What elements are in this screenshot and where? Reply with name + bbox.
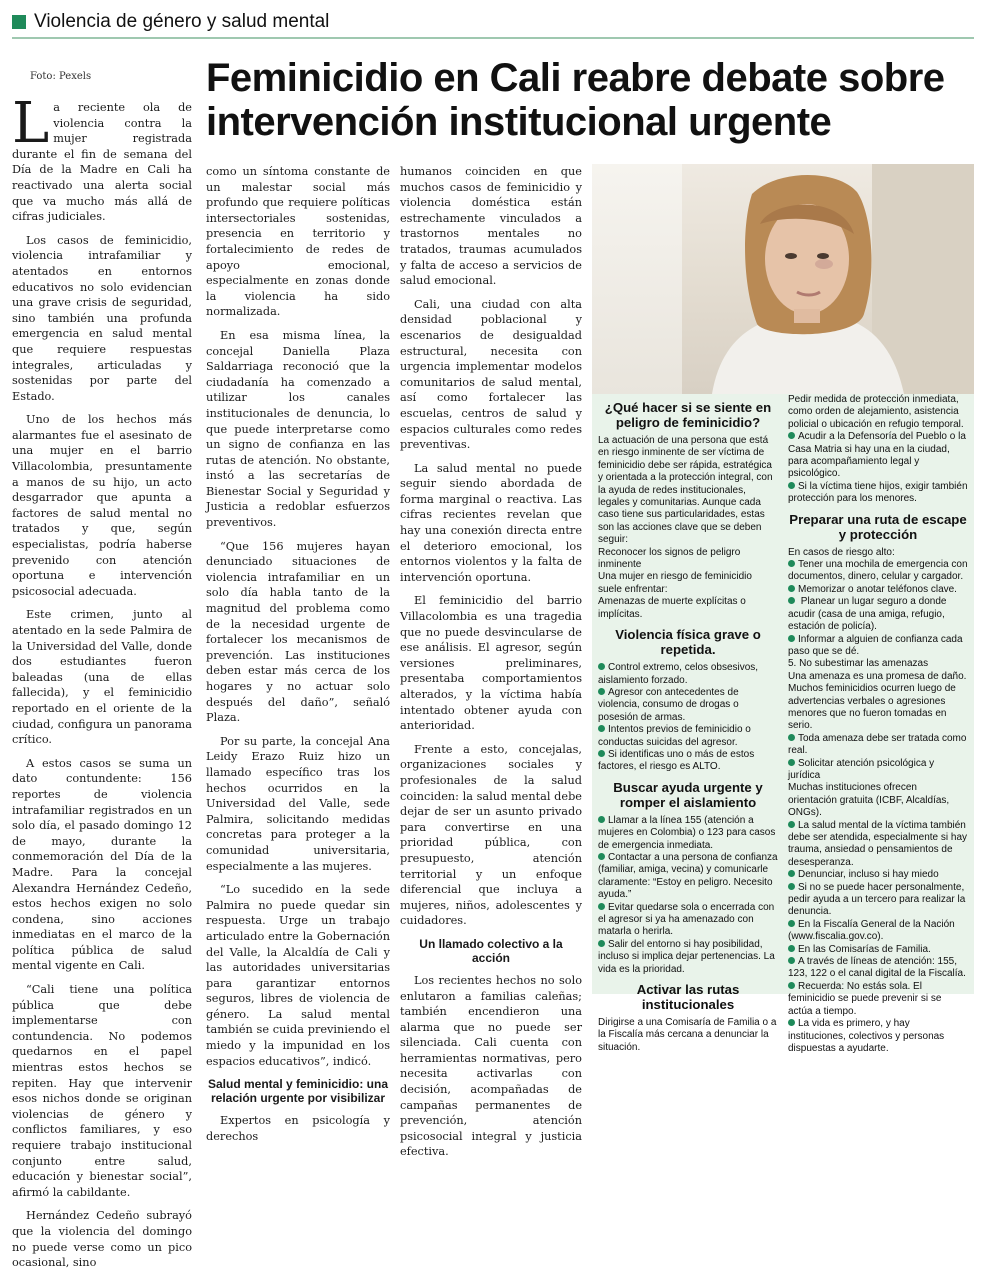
paragraph: Este crimen, junto al atentado en la sede Palmira de la Universidad del Valle, donde dos estudiantes fueron baleadas (una de ellas fallecida), y el feminicidio reportado en el oriente de la ciudad, configura un panorama crítico. — [12, 608, 192, 747]
sidebar-heading: Buscar ayuda urgente y romper el aislamiento — [613, 779, 763, 810]
sidebar-box — [592, 394, 974, 1054]
bullet-icon — [788, 635, 795, 642]
section-title: Violencia de género y salud mental — [34, 11, 330, 32]
sidebar-list-item: En las Comisarías de Familia. — [788, 944, 968, 956]
sidebar-text: Una amenaza es una promesa de daño. Muchos feminicidios ocurren luego de advertencias verbales o agresiones menores que no fueron tomadas en serio. — [788, 670, 967, 732]
bullet-icon — [788, 883, 795, 890]
sidebar-list-item: Solicitar atención psicológica y jurídica — [788, 757, 935, 781]
section-header — [12, 8, 974, 36]
paragraph: La reciente ola de violencia contra la mujer registrada durante el fin de semana del Día de la Madre en Cali ha reactivado una alerta social que va mucho más allá de cifras judiciales. — [12, 91, 192, 224]
section-rule — [12, 37, 974, 39]
sidebar-list-item: Acudir a la Defensoría del Pueblo o la Casa Matria si hay una en la ciudad, para acompañamiento legal y psicológico. — [788, 431, 966, 480]
bullet-icon — [788, 759, 795, 766]
bullet-icon — [788, 1019, 795, 1026]
bullet-icon — [788, 920, 795, 927]
sidebar-list-item: La vida es primero, y hay instituciones, colectivos y personas dispuestas a ayudarte. — [788, 1018, 945, 1054]
bullet-icon — [788, 585, 795, 592]
paragraph: Uno de los hechos más alarmantes fue el asesinato de una mujer en el barrio Villacolombia, presuntamente a manos de su hijo, un acto desgarrador que apunta a factores de salud mental no tratados y que, según especialistas, podría haberse prevenido con atención oportuna e intervención psicosocial adecuada. — [12, 413, 192, 598]
bullet-icon — [788, 957, 795, 964]
paragraph: “Lo sucedido en la sede Palmira no puede quedar sin respuesta. Urge un trabajo articulado entre la Gobernación del Valle, la Alcaldía de Cali y las autoridades universitarias para garantizar entornos seguros, libres de violencia de género. La salud mental también se cuida previniendo el miedo y la impunidad en los espacios educativos”, indicó. — [206, 883, 390, 1068]
bullet-icon — [788, 560, 795, 567]
article-photo — [592, 164, 974, 394]
bullet-icon — [788, 482, 795, 489]
paragraph: Por su parte, la concejal Ana Leidy Erazo Ruiz hizo un llamado específico tras los hechos ocurridos en la Universidad del Valle, sede Palmira, solicitando medidas concretas para proteger a la comunidad universitaria, especialmente a las mujeres. — [206, 734, 390, 873]
paragraph: Los casos de feminicidio, violencia intrafamiliar y atentados en entornos educativos no solo evidencian una grave crisis de seguridad, sino también una profunda emergencia en salud mental que requiere respuestas integrales, articuladas y sostenidas por parte del Estado. — [12, 233, 192, 403]
headline: Feminicidio en Cali reabre debate sobre intervención institucional urgente — [206, 56, 945, 144]
sidebar-list-item: Evitar quedarse sola o encerrada con el agresor si ya ha amenazado con matarla o herirla. — [598, 901, 775, 938]
paragraph: En esa misma línea, la concejal Daniella Plaza Saldarriaga reconoció que la ciudadanía ha comenzado a utilizar los canales institucionales de denuncia, lo que puede interpretarse como un signo de confianza en las rutas de atención. No obstante, instó a las secretarías de Bienestar Social y Seguridad y Justicia a redoblar esfuerzos preventivos. — [206, 328, 390, 530]
paragraph: Frente a esto, concejalas, organizaciones sociales y profesionales de la salud coinciden: la salud mental debe dejar de ser un asunto privado para convertirse en una prioridad pública, con presupuesto, atención territorial y un enfoque diferencial que incluya a mujeres, niños, adolescentes y cuidadores. — [400, 742, 582, 928]
sidebar-text: Dirigirse a una Comisaría de Familia o a la Fiscalía más cercana a denunciar la situación. — [598, 1017, 777, 1053]
sidebar-list-item: Si identificas uno o más de estos factores, el riesgo es ALTO. — [598, 748, 755, 773]
bullet-icon — [598, 903, 605, 910]
woman-portrait-image — [592, 164, 974, 394]
sidebar-right-column — [788, 394, 968, 1055]
bullet-icon — [598, 688, 605, 695]
sidebar-list-item: A través de líneas de atención: 155, 123, 122 o el canal digital de la Fiscalía. — [788, 956, 966, 980]
paragraph: A estos casos se suma un dato contundente: 156 reportes de violencia intrafamiliar registrados en un solo día, el pasado domingo 12 de mayo, durante la conmemoración del Día de la Madre. Para la concejal Alexandra Hernández Cedeño, estos hechos exigen no solo condena, sino acciones inmediatas en el marco de la política pública de salud mental vigente en Cali. — [12, 756, 192, 973]
sidebar-text: Pedir medida de protección inmediata, como orden de alejamiento, asistencia policial o ubicación en refugio temporal. — [788, 394, 964, 430]
bullet-icon — [598, 725, 605, 732]
sidebar-list-item: Control extremo, celos obsesivos, aislamiento forzado. — [598, 662, 759, 686]
bullet-icon — [598, 853, 605, 860]
paragraph: La salud mental no puede seguir siendo abordada de forma marginal o reactiva. Las cifras recientes revelan que hay una conexión directa entre el deterioro emocional, los entornos violentos y la falta de intervención oportuna. — [400, 461, 582, 584]
paragraph: “Cali tiene una política pública que debe implementarse con contundencia. No podemos quedarnos en el papel mientras estos hechos se repiten. Hay que intervenir esos nichos donde se originan violencias de género y conflictos familiares, y eso requiere trabajo institucional conjunto entre salud, educación y bienestar social”, afirmó la cabildante. — [12, 983, 192, 1199]
bullet-icon — [788, 597, 795, 604]
sidebar-list-item: Agresor con antecedentes de violencia, consumo de drogas o posesión de armas. — [598, 686, 739, 723]
article-column-1 — [12, 91, 192, 1279]
paragraph: “Que 156 mujeres hayan denunciado situaciones de violencia intrafamiliar en un solo día habla tanto de la magnitud del problema como de la necesidad urgente de fortalecer los mecanismos de prevención. Las instituciones deben estar más cerca de los hogares y no actuar solo después del daño”, señaló Plaza. — [206, 539, 390, 725]
bullet-icon — [598, 750, 605, 757]
paragraph: humanos coinciden en que muchos casos de feminicidio y violencia doméstica están estrechamente vinculados a trastornos mentales no tratados, traumas acumulados y falta de acceso a servicios de salud emocional. — [400, 165, 582, 288]
sidebar-text: La actuación de una persona que está en riesgo inminente de ser víctima de feminicidio debe ser rápida, estratégica y orientada a la protección integral, con la ayuda de redes institucionales, legales y comunitarias. Aunque cada caso tiene sus particularidades, estas son las acciones clave que se deben seguir: — [598, 435, 773, 546]
sidebar-list-item: Intentos previos de feminicidio o conductas suicidas del agresor. — [598, 724, 751, 748]
bullet-icon — [788, 945, 795, 952]
sidebar-list-item: Salir del entorno si hay posibilidad, incluso si implica dejar pertenencias. La vida es la prioridad. — [598, 938, 775, 975]
bullet-icon — [788, 870, 795, 877]
paragraph: Hernández Cedeño subrayó que la violencia del domingo no puede verse como un pico ocasional, sino — [12, 1209, 192, 1270]
bullet-icon — [788, 982, 795, 989]
sidebar-list-item: Informar a alguien de confianza cada paso que se dé. — [788, 633, 963, 657]
article-column-3 — [400, 164, 582, 1168]
paragraph: El feminicidio del barrio Villacolombia es una tragedia que no puede desvincularse de ese análisis. El agresor, según versiones preliminares, presentaba comportamientos alterados, y la víctima había intentado obtener ayuda con anterioridad. — [400, 594, 582, 733]
photo-credit: Foto: Pexels — [30, 71, 92, 82]
article-column-2 — [206, 164, 390, 1152]
sidebar-list-item: Recuerda: No estás sola. El feminicidio se puede prevenir si se actúa a tiempo. — [788, 980, 942, 1017]
bullet-icon — [598, 816, 605, 823]
sidebar-list-item: Si no se puede hacer personalmente, pedir ayuda a un tercero para realizar la denuncia. — [788, 881, 966, 918]
sidebar-list-item: En la Fiscalía General de la Nación (www.fiscalia.gov.co). — [788, 918, 955, 943]
sidebar-heading: Activar las rutas institucionales — [636, 982, 740, 1013]
sidebar-heading: Preparar una ruta de escape y protección — [789, 511, 967, 542]
sidebar-list-item: Si la víctima tiene hijos, exigir también protección para los menores. — [788, 480, 968, 505]
sidebar-text: 5. No subestimar las amenazas — [788, 658, 929, 670]
subhead: Un llamado colectivo a la acción — [419, 936, 563, 965]
sidebar-heading: Violencia física grave o repetida. — [615, 627, 761, 658]
sidebar-text: Amenazas de muerte explícitas o implícitas. — [598, 596, 746, 620]
sidebar-list-item: Contactar a una persona de confianza (familiar, amiga, vecina) y comunicarle claramente: “Estoy en peligro. Necesito ayuda.” — [598, 851, 778, 901]
sidebar-text: Reconocer los signos de peligro inminente — [598, 546, 741, 571]
bullet-icon — [598, 663, 605, 670]
sidebar-list-item: Denunciar, incluso si hay miedo — [788, 869, 968, 881]
sidebar-list-item: Llamar a la línea 155 (atención a mujeres en Colombia) o 123 para casos de emergencia inmediata. — [598, 814, 776, 851]
subhead: Salud mental y feminicidio: una relación urgente por visibilizar — [207, 1077, 389, 1106]
sidebar-text: Muchas instituciones ofrecen orientación gratuita (ICBF, Alcaldías, ONGs). — [788, 782, 950, 819]
section-marker-icon — [12, 15, 26, 29]
drop-cap: L — [12, 91, 50, 156]
sidebar-list-item: Memorizar o anotar teléfonos clave. — [788, 584, 968, 596]
paragraph: Los recientes hechos no solo enlutaron a familias caleñas; también encendieron una alarma que no puede ser silenciada. Cali cuenta con herramientas normativas, pero necesita activarlas con decisión, acompañadas de campañas permanentes de prevención, atención psicosocial integral y justicia efectiva. — [400, 973, 582, 1159]
bullet-icon — [788, 734, 795, 741]
paragraph: como un síntoma constante de un malestar social más profundo que requiere políticas intersectoriales sostenidas, presencia en territorio y fortalecimiento de redes de apoyo emocional, especialmente en zonas donde la violencia ha sido normalizada. — [206, 165, 390, 319]
sidebar-list-item: Planear un lugar seguro a donde acudir (casa de una amiga, refugio, estación de policía). — [788, 596, 947, 633]
sidebar-text: Una mujer en riesgo de feminicidio suele enfrentar: — [598, 571, 752, 595]
bullet-icon — [788, 821, 795, 828]
sidebar-heading: ¿Qué hacer si se siente en peligro de feminicidio? — [604, 400, 772, 430]
sidebar-list-item: La salud mental de la víctima también debe ser atendida, especialmente si hay trauma, ansiedad o pensamientos de desesperanza. — [788, 819, 968, 868]
paragraph: Cali, una ciudad con alta densidad poblacional y escenarios de desigualdad estructural, necesita con urgencia implementar modelos comunitarios de salud mental, así como fortalecer las escuelas, centros de salud y espacios culturales como redes preventivas. — [400, 297, 582, 452]
sidebar-list-item: Toda amenaza debe ser tratada como real. — [788, 732, 967, 757]
bullet-icon — [788, 432, 795, 439]
sidebar-list-item: Tener una mochila de emergencia con documentos, dinero, celular y cargador. — [788, 559, 968, 583]
paragraph: Expertos en psicología y derechos — [206, 1114, 390, 1143]
bullet-icon — [598, 940, 605, 947]
sidebar-left-column — [598, 394, 778, 1054]
sidebar-text: En casos de riesgo alto: — [788, 546, 895, 558]
